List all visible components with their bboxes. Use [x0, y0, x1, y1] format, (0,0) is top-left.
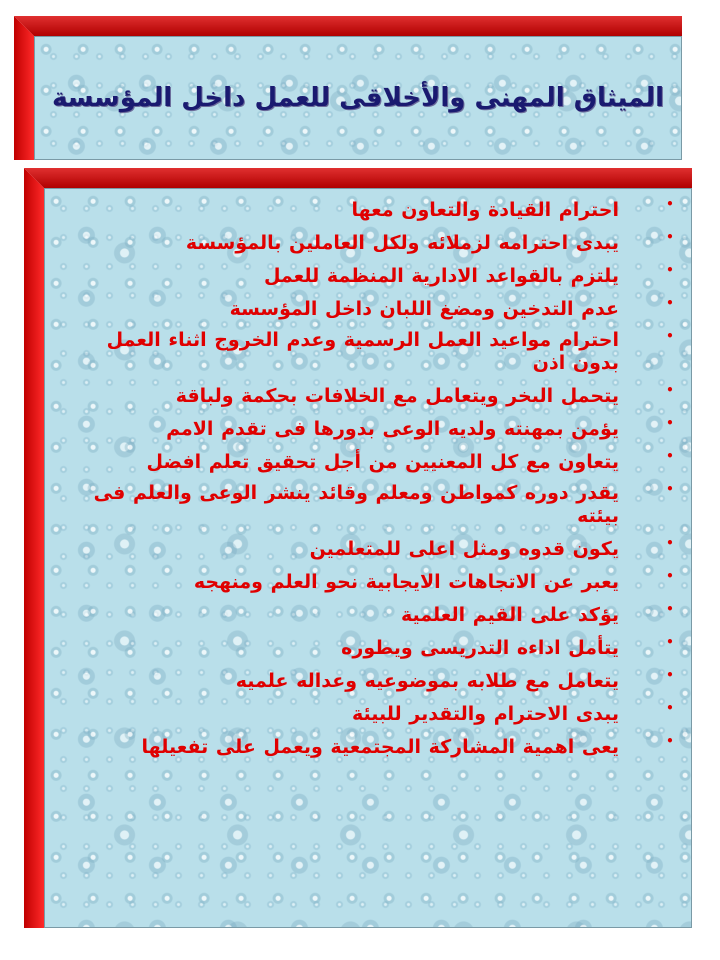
bullet-icon: •: [666, 701, 674, 715]
bullet-icon: •: [666, 263, 674, 277]
list-item: [45, 664, 691, 693]
list-item-text: يكون قدوه ومثل اعلى للمتعلمين: [309, 538, 619, 560]
list-item-text: يتعاون مع كل المعنيين من أجل تحقيق تعلم افضل: [146, 451, 619, 473]
bullet-list: [45, 189, 691, 759]
list-item: [45, 730, 691, 759]
bullet-icon: •: [666, 569, 674, 583]
list-item-text: يؤكد على القيم العلمية: [401, 604, 619, 626]
content-panel: [24, 168, 692, 928]
list-item: [45, 259, 691, 288]
content-panel-face: [44, 188, 692, 928]
list-item: [45, 379, 691, 408]
list-item: [45, 565, 691, 594]
bullet-icon: •: [666, 197, 674, 211]
content-panel-top-bevel: [24, 168, 692, 188]
list-item-text: احترام القيادة والتعاون معها: [351, 199, 619, 221]
list-item: [45, 292, 691, 321]
list-item-text: يعبر عن الاتجاهات الايجابية نحو العلم ومنهجه: [193, 571, 619, 593]
list-item-text: عدم التدخين ومضغ اللبان داخل المؤسسة: [229, 298, 619, 320]
list-item-text: يلتزم بالقواعد الادارية المنظمة للعمل: [263, 265, 619, 287]
content-panel-left-bevel: [24, 168, 44, 928]
bullet-icon: •: [666, 383, 674, 397]
list-item: [45, 697, 691, 726]
list-item-text: يتحمل الىخر ويتعامل مع الخلافات بحكمة ولباقة: [175, 385, 619, 407]
list-item: [45, 226, 691, 255]
list-item: [45, 412, 691, 441]
bullet-icon: •: [666, 602, 674, 616]
list-item: [45, 325, 691, 375]
list-item-text: يبدى الاحترام والتقدير للبيئة: [352, 703, 619, 725]
bullet-icon: •: [666, 734, 674, 748]
bullet-icon: •: [666, 536, 674, 550]
list-item-text: يؤمن بمهنته ولديه الوعى بدورها فى تقدم الامم: [166, 418, 619, 440]
list-item: [45, 445, 691, 474]
list-item: [45, 532, 691, 561]
bullet-icon: •: [666, 329, 674, 343]
bullet-icon: •: [666, 482, 674, 496]
list-item-text: يبدى احترامه لزملائه ولكل العاملين بالمؤسسة: [185, 232, 619, 254]
list-item-text: يتأمل اداءه التدريسى ويطوره: [341, 637, 619, 659]
title-panel-left-bevel: [14, 16, 34, 160]
title-panel-top-bevel: [14, 16, 682, 36]
bullet-icon: •: [666, 296, 674, 310]
list-item-text: يتعامل مع طلابه بموضوعيه وعداله علميه: [235, 670, 619, 692]
list-item: [45, 478, 691, 528]
list-item: [45, 631, 691, 660]
title-panel-face: [34, 36, 682, 160]
title-panel: [14, 16, 682, 160]
bullet-icon: •: [666, 416, 674, 430]
page-title: الميثاق المهنى والأخلاقى للعمل داخل المؤسسة: [51, 83, 665, 113]
list-item: [45, 598, 691, 627]
list-item: [45, 193, 691, 222]
list-item-text: احترام مواعيد العمل الرسمية وعدم الخروج اثناء العمل بدون اذن: [106, 329, 619, 374]
bullet-icon: •: [666, 668, 674, 682]
list-item-text: يقدر دوره كمواطن ومعلم وقائد ينشر الوعى والعلم فى بيئته: [93, 482, 619, 527]
bullet-icon: •: [666, 230, 674, 244]
list-item-text: يعى اهمية المشاركة المجتمعية ويعمل على تفعيلها: [141, 736, 619, 758]
bullet-icon: •: [666, 635, 674, 649]
bullet-icon: •: [666, 449, 674, 463]
